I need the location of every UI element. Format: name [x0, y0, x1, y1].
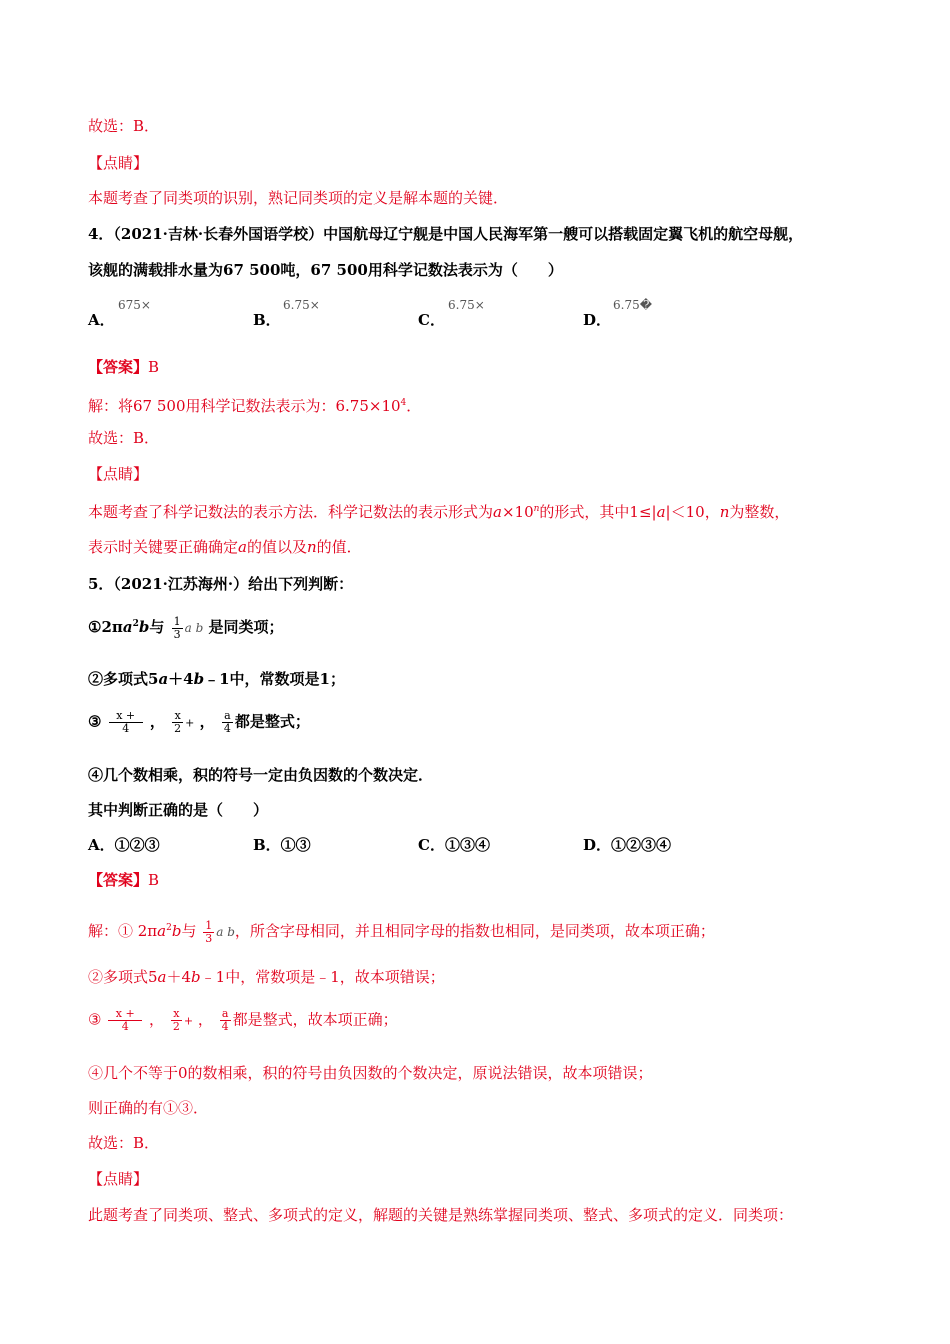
- q5-option-d: D．①②③④: [583, 836, 672, 854]
- fraction-x-over-2: $\frac{x}{2}$: [174, 709, 182, 735]
- q5-dianjing-note: 此题考查了同类项、整式、多项式的定义，解题的关键是熟练掌握同类项、整式、多项式的定义．同类项：: [88, 1206, 794, 1224]
- stmt-text: ③: [88, 712, 102, 731]
- fraction-x-plus-over-4: $\frac{x +}{4}$: [108, 1008, 142, 1033]
- fraction-a-over-4: $\frac{a}{4}$: [221, 1007, 229, 1033]
- fraction-one-third: $\frac{1}{3}$: [173, 614, 181, 641]
- note-text: 本题考查了科学记数法的表示方法．科学记数法的表示形式为: [88, 503, 494, 521]
- q4-dianjing-heading: 【点睛】: [88, 465, 149, 483]
- stmt-text: ﹣1中，常数项是1；: [204, 670, 345, 688]
- q4-dianjing-note-line2: [88, 537, 362, 557]
- q5-solution-5: 则正确的有①③．: [88, 1099, 209, 1117]
- comma: ，: [149, 1010, 165, 1029]
- q4-stem-line1: 4．（2021·吉林·长春外国语学校）中国航母辽宁舰是中国人民海军第一艘可以搭载固定翼飞机的航空母舰，: [88, 225, 804, 243]
- q5-statement-2: [88, 669, 345, 689]
- note-text: 的形式，其中1≤|: [539, 503, 657, 521]
- stmt-text: ＋4: [168, 670, 194, 688]
- sol-text: 解：① 2π: [88, 922, 158, 940]
- var-a: a: [157, 922, 167, 940]
- comma: ，: [197, 1010, 213, 1029]
- q4-option-b-image: 6.75×: [283, 298, 320, 312]
- stmt-text: 与: [149, 618, 165, 636]
- q5-solution-2: [88, 967, 445, 987]
- var-n: n: [533, 504, 540, 514]
- term-image: a b: [216, 925, 235, 939]
- q5-solution-3: [88, 1008, 398, 1033]
- answer-tag: 【答案】: [88, 358, 149, 376]
- note-text: 表示时关键要正确确定: [88, 538, 239, 556]
- q5-solution-1: [88, 918, 715, 945]
- q5-statement-1: [88, 614, 284, 641]
- sol-text: 与: [181, 922, 197, 940]
- var-b: b: [138, 618, 150, 636]
- stmt-text: ②多项式5: [88, 670, 159, 688]
- exponent: 2: [132, 619, 139, 629]
- sol-text: ②多项式5: [88, 968, 158, 986]
- q5-answer: [88, 870, 159, 890]
- dianjing-note: 本题考查了同类项的识别，熟记同类项的定义是解本题的关键．: [88, 189, 509, 207]
- q5-option-a: A．①②③: [88, 836, 160, 854]
- q5-option-b: B．①③: [253, 836, 311, 854]
- q4-dianjing-note-line1: [88, 499, 789, 522]
- dianjing-heading: 【点睛】: [88, 154, 149, 172]
- q4-option-b-label: B．: [253, 311, 281, 329]
- sol-text: ﹣1中，常数项是﹣1，故本项错误；: [200, 968, 445, 986]
- q4-option-d-label: D．: [583, 311, 612, 329]
- q4-solution-text: 解：将67 500用科学记数法表示为：6.75×10: [88, 397, 401, 415]
- fraction-x-plus-over-4: $\frac{x +}{4}$: [109, 710, 143, 735]
- stmt-text: 都是整式；: [234, 712, 310, 731]
- term-image: a b: [184, 621, 204, 635]
- var-a: a: [656, 503, 666, 521]
- q5-option-c: C．①③④: [418, 836, 490, 854]
- sol-text: ，所含字母相同，并且相同字母的指数也相同，是同类项，故本项正确；: [234, 922, 715, 940]
- fraction-a-over-4: $\frac{a}{4}$: [223, 709, 231, 735]
- note-text: 为整数，: [729, 503, 790, 521]
- note-text: 的值以及: [246, 538, 307, 556]
- q4-option-d-image: 6.75�: [613, 298, 653, 312]
- stmt-text: ①2π: [88, 618, 123, 636]
- var-b: b: [171, 922, 182, 940]
- q4-answer: [88, 357, 159, 377]
- q4-solution-exponent: 4: [400, 398, 407, 408]
- var-n: n: [719, 503, 730, 521]
- var-a: a: [158, 670, 169, 688]
- answer-value: B: [148, 358, 160, 376]
- plus-sign: +: [183, 1014, 194, 1028]
- var-a: a: [157, 968, 167, 986]
- sol-text: ＋4: [166, 968, 192, 986]
- var-a: a: [122, 618, 133, 636]
- var-n: n: [306, 538, 317, 556]
- q4-option-c-image: 6.75×: [448, 298, 485, 312]
- q5-statement-3: [88, 710, 310, 735]
- answer-tag: 【答案】: [88, 871, 149, 889]
- stmt-text: 是同类项；: [208, 618, 284, 636]
- plus-sign: +: [185, 716, 195, 730]
- q5-solution-4: ④几个不等于0的数相乘，积的符号由负因数的个数决定，原说法错误，故本项错误；: [88, 1064, 653, 1082]
- q4-option-a-image: 675×: [118, 298, 151, 312]
- gu-xuan-line: 故选：B．: [88, 117, 160, 135]
- q5-statement-4: ④几个数相乘，积的符号一定由负因数的个数决定．: [88, 766, 434, 784]
- note-text: |＜10，: [665, 503, 720, 521]
- q5-ask: 其中判断正确的是（ ）: [88, 801, 269, 819]
- var-b: b: [193, 670, 205, 688]
- q4-gu-xuan: 故选：B．: [88, 429, 160, 447]
- exponent: 2: [166, 923, 172, 933]
- fraction-x-over-2: $\frac{x}{2}$: [172, 1007, 180, 1033]
- fraction-one-third: $\frac{1}{3}$: [205, 918, 213, 945]
- note-text: ×10: [501, 503, 534, 521]
- q4-solution-end: ．: [406, 397, 422, 415]
- var-b: b: [191, 968, 201, 986]
- q5-dianjing-heading: 【点睛】: [88, 1170, 149, 1188]
- var-a: a: [238, 538, 247, 556]
- q4-option-a-label: A．: [88, 311, 115, 329]
- q4-solution: [88, 393, 421, 416]
- note-text: 的值．: [316, 538, 362, 556]
- answer-value: B: [148, 871, 160, 889]
- sol-text: ③: [88, 1010, 102, 1029]
- comma: ，: [149, 712, 165, 731]
- sol-text: 都是整式，故本项正确；: [232, 1010, 398, 1029]
- var-a: a: [493, 503, 502, 521]
- q4-stem-line2: 该舰的满载排水量为67 500吨，67 500用科学记数法表示为（ ）: [88, 261, 563, 279]
- q5-gu-xuan: 故选：B．: [88, 1134, 160, 1152]
- q4-option-c-label: C．: [418, 311, 445, 329]
- comma: ，: [199, 712, 215, 731]
- q5-title: 5．（2021·江苏海州·）给出下列判断：: [88, 575, 354, 593]
